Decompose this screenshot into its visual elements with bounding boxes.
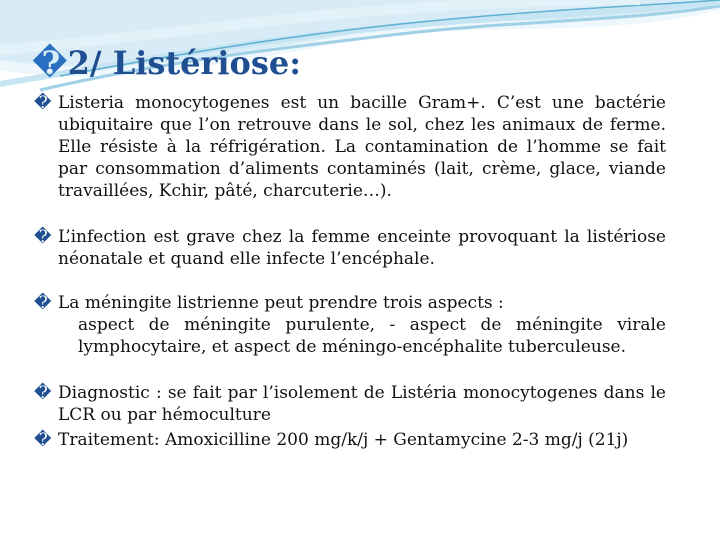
bullet-icon: �	[34, 227, 52, 247]
paragraph-infection	[34, 226, 666, 270]
title-marker-icon: �	[32, 44, 68, 82]
page-title	[32, 44, 301, 82]
bullet-icon: �	[34, 430, 52, 450]
bullet-icon: �	[34, 293, 52, 313]
paragraph-text: Diagnostic : se fait par l’isolement de Listéria monocytogenes dans le LCR ou par hémoculture	[58, 383, 666, 425]
page-title-text: 2/ Listériose:	[67, 44, 302, 82]
paragraph-text: Listeria monocytogenes est un bacille Gram+. C’est une bactérie ubiquitaire que l’on retrouve dans le sol, chez les animaux de ferme. Elle résiste à la réfrigération. La contamination de l’homme se fait par consommation d’aliments contaminés (lait, crème, glace, viande travaillées, Kchir, pâté, charcuterie…).	[58, 93, 666, 201]
paragraph-text: Traitement: Amoxicilline 200 mg/k/j + Gentamycine 2-3 mg/j (21j)	[58, 430, 629, 450]
paragraph-definition	[34, 92, 666, 202]
bullet-icon: �	[34, 93, 52, 113]
slide-body	[34, 92, 666, 451]
paragraph-treatment	[34, 429, 666, 451]
paragraph-diagnostic	[34, 382, 666, 426]
paragraph-meningitis	[34, 292, 666, 358]
bullet-icon: �	[34, 383, 52, 403]
paragraph-text: L’infection est grave chez la femme enceinte provoquant la listériose néonatale et quand elle infecte l’encéphale.	[58, 227, 666, 269]
paragraph-text-continued: aspect de méningite purulente, - aspect de méningite virale lymphocytaire, et aspect de méningo-encéphalite tuberculeuse.	[78, 315, 666, 357]
paragraph-text: La méningite listrienne peut prendre trois aspects :	[58, 293, 504, 313]
